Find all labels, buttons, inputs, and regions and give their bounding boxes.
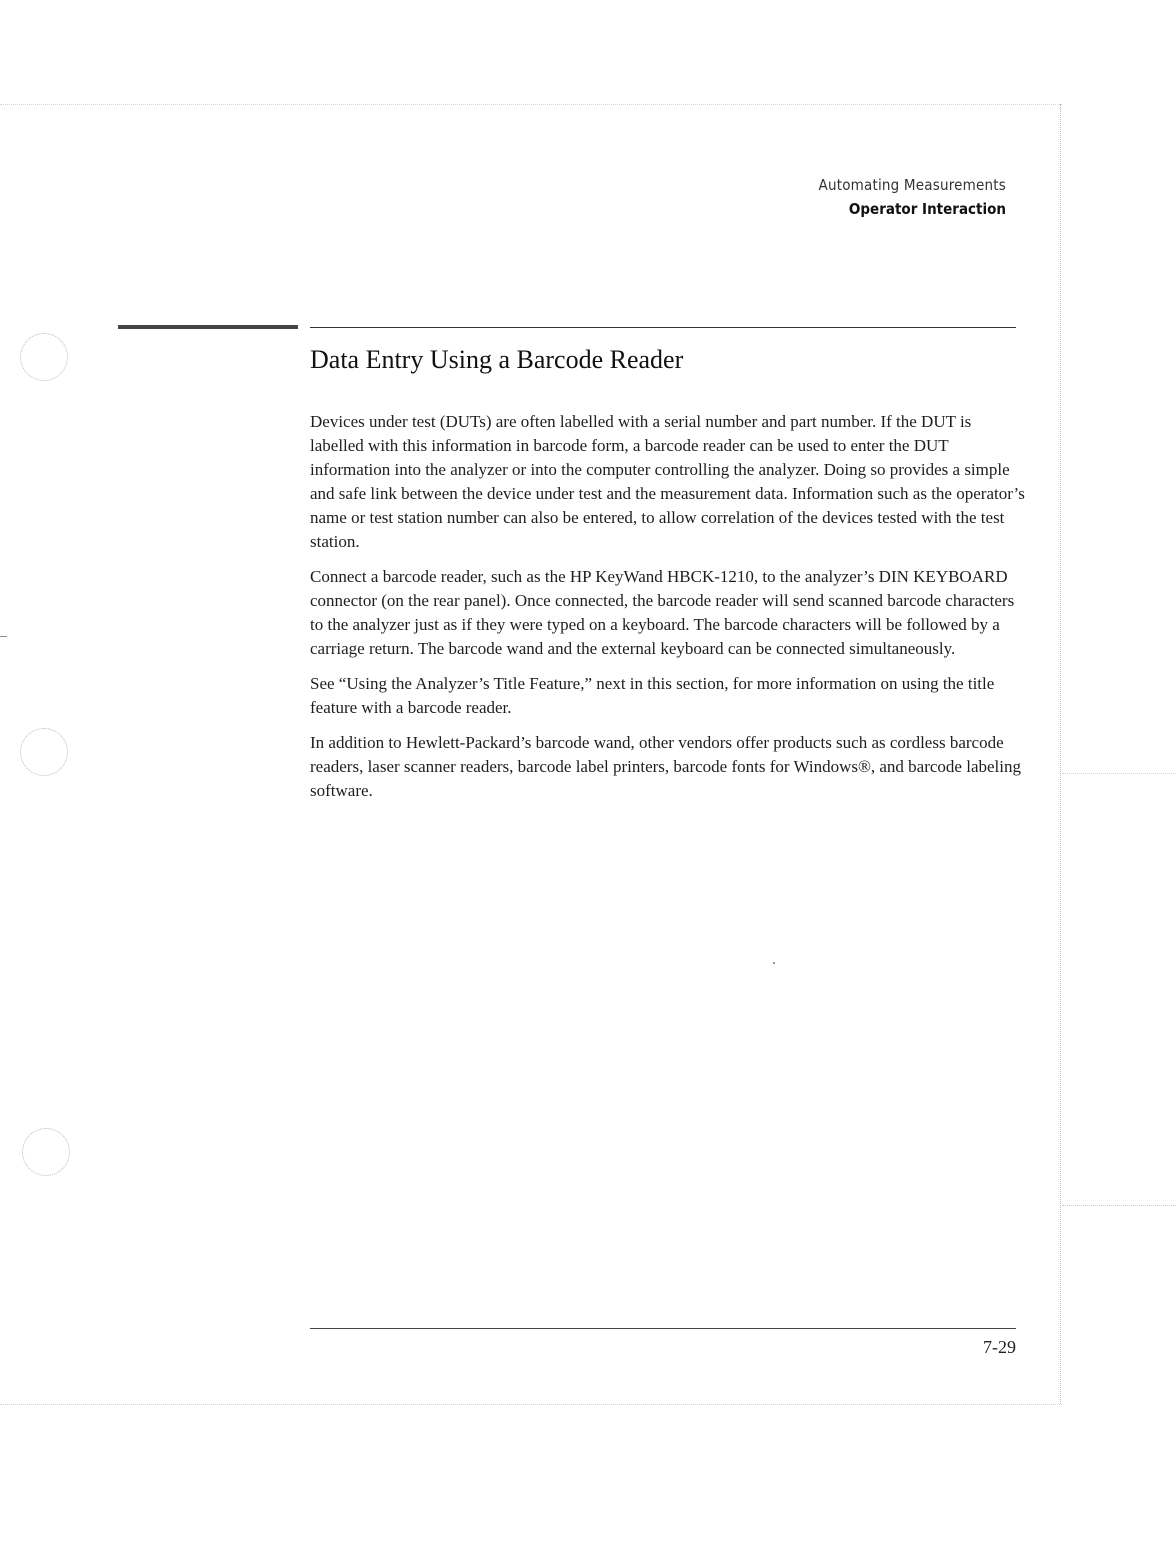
scan-speck [773,962,775,964]
binder-hole [22,1128,70,1176]
section-rule-thin [310,327,1016,328]
paragraph: Devices under test (DUTs) are often labelled with a serial number and part number. If the DUT is labelled with this information in barcode form, a barcode reader can be used to enter the DUT information into the analyzer or into the computer controlling the analyzer. Doing so provides a simple and safe link between the device under test and the measurement data. Information such as the operator’s name or test station number can also be entered, to allow correlation of the devices tested with the test station. [310,412,1025,551]
scan-border-top [0,104,1062,105]
section-title: Operator Interaction [848,200,1006,218]
scan-border-bottom [0,1404,1062,1405]
section-rule-thick [118,325,298,329]
scan-border-right [1060,104,1061,1404]
paragraph: Connect a barcode reader, such as the HP KeyWand HBCK-1210, to the analyzer’s DIN KEYBOARD connector (on the rear panel). Once connected, the barcode reader will send scanned barcode characters to the analyzer just as if they were typed on a keyboard. The barcode characters will be followed by a carriage return. The barcode wand and the external keyboard can be connected simultaneously. [310,567,1015,658]
body-text [310,410,1025,814]
page-title: Data Entry Using a Barcode Reader [310,345,684,374]
scan-margin-mark [1062,773,1176,774]
chapter-title: Automating Measurements [818,176,1006,194]
running-header [819,174,1006,222]
paragraph: In addition to Hewlett-Packard’s barcode wand, other vendors offer products such as cordless barcode readers, laser scanner readers, barcode label printers, barcode fonts for Windows®, and barcode labeling software. [310,733,1021,800]
scan-mark [0,636,7,637]
scan-margin-mark [1062,1205,1176,1206]
binder-hole [20,728,68,776]
footer-rule [310,1328,1016,1329]
paragraph: See “Using the Analyzer’s Title Feature,” next in this section, for more information on using the title feature with a barcode reader. [310,674,995,717]
binder-hole [20,333,68,381]
page-number: 7-29 [983,1337,1016,1357]
